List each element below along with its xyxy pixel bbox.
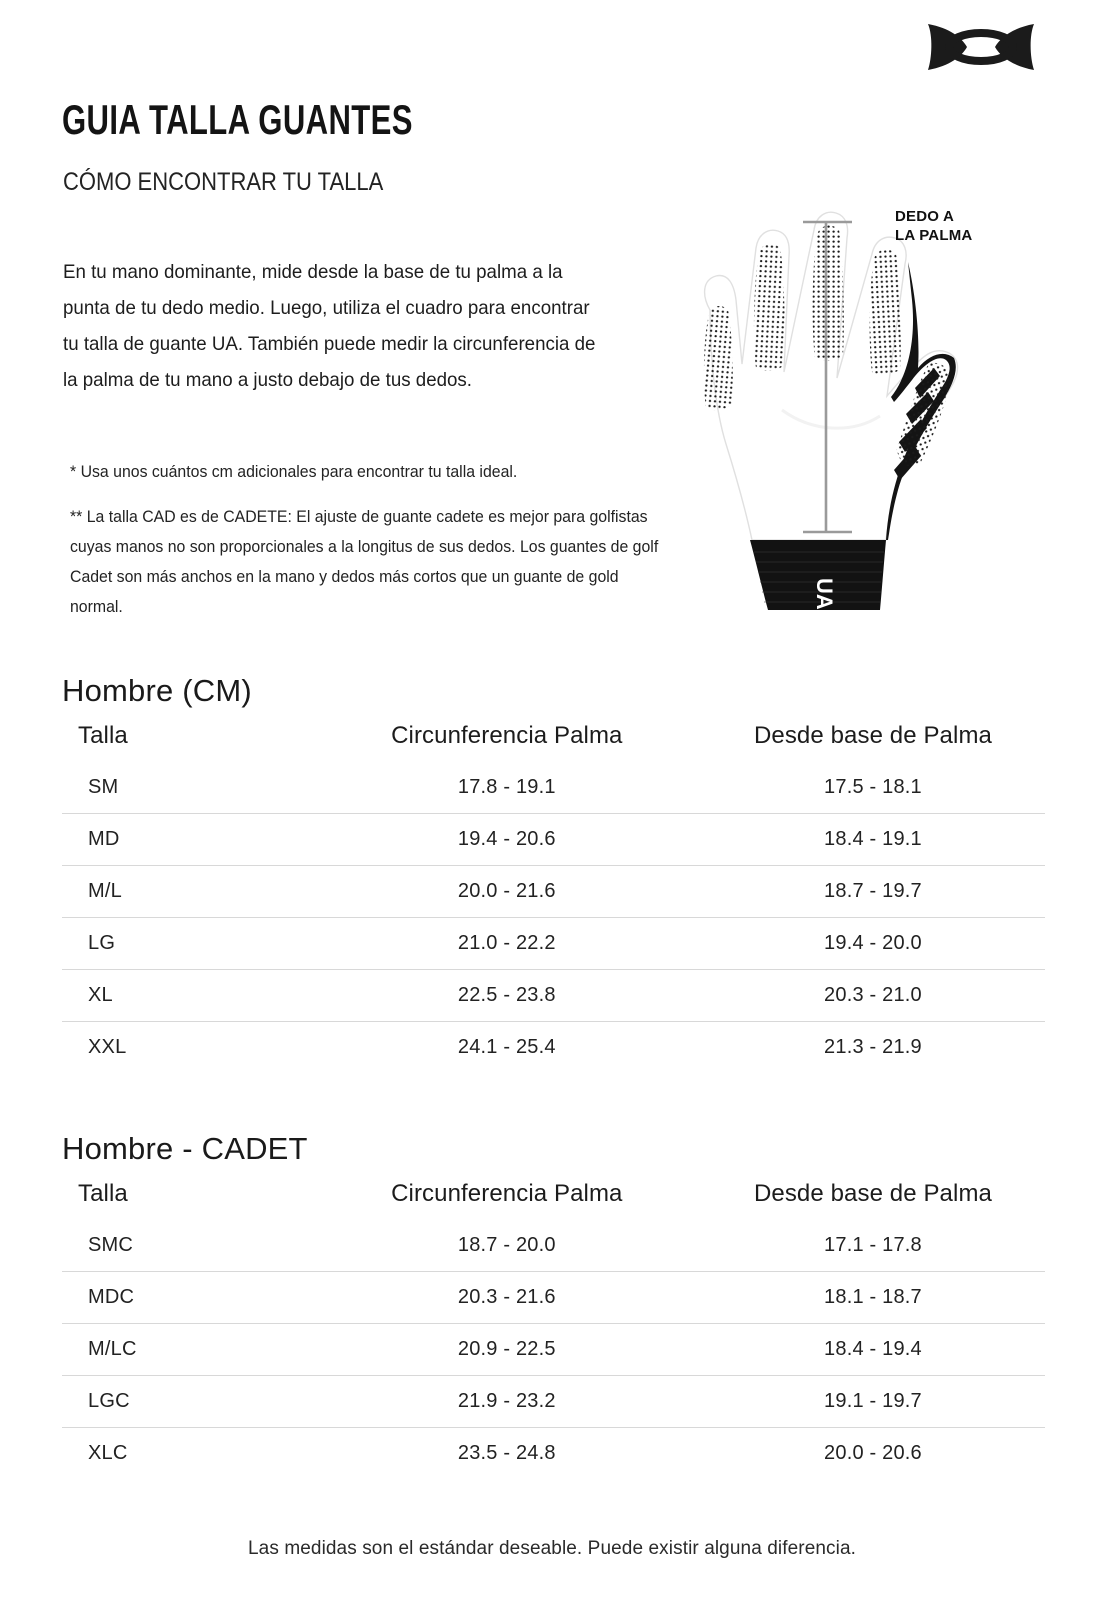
table-row	[62, 970, 1045, 1022]
cell-talla: MDC	[62, 1272, 313, 1324]
column-header-desde-base-de-palma: Desde base de Palma	[753, 1180, 992, 1207]
cell-circunferencia: 19.4 - 20.6	[313, 814, 701, 866]
size-table-section-men-cm	[62, 672, 1045, 1073]
intro-paragraph: En tu mano dominante, mide desde la base de tu palma a la punta de tu dedo medio. Luego, utiliza el cuadro para encontrar tu talla de guante UA. También puede medir la circunferencia de la palma de tu mano a justo debajo de tus dedos.	[63, 260, 596, 391]
column-header-talla: Talla	[78, 722, 128, 749]
cell-talla: XXL	[62, 1022, 313, 1074]
cell-talla: MD	[62, 814, 313, 866]
page-title: GUIA TALLA GUANTES	[62, 96, 413, 143]
cell-circunferencia: 21.9 - 23.2	[313, 1376, 701, 1428]
cell-base-palma: 20.3 - 21.0	[701, 970, 1045, 1022]
cell-base-palma: 17.5 - 18.1	[824, 776, 922, 798]
cell-base-palma: 17.1 - 17.8	[824, 1234, 922, 1256]
measure-label-line-1: DEDO A	[895, 208, 954, 225]
table-row	[62, 918, 1045, 970]
column-header-desde-base-de-palma: Desde base de Palma	[753, 722, 992, 749]
cell-talla: SM	[88, 776, 119, 798]
column-header-circunferencia-palma: Circunferencia Palma	[391, 722, 623, 749]
table-row	[62, 866, 1045, 918]
size-table-section-men-cadet	[62, 1130, 1045, 1479]
section-title: Hombre (CM)	[62, 673, 252, 708]
cell-base-palma: 19.1 - 19.7	[701, 1376, 1045, 1428]
column-header-talla: Talla	[78, 1180, 128, 1207]
cell-circunferencia: 24.1 - 25.4	[313, 1022, 701, 1074]
measure-label	[895, 207, 972, 245]
size-table	[62, 1176, 1045, 1479]
cell-talla: M/L	[62, 866, 313, 918]
cell-circunferencia: 17.8 - 19.1	[457, 776, 556, 798]
note-double-asterisk: ** La talla CAD es de CADETE: El ajuste de guante cadete es mejor para golfistas cuyas manos no son proporcionales a la longitus de sus dedos. Los guantes de golf Cadet son más anchos en la mano y dedos más cortos que un guante de gold normal.	[70, 507, 659, 616]
table-row	[62, 1220, 1045, 1272]
cell-circunferencia: 20.9 - 22.5	[313, 1324, 701, 1376]
table-row	[62, 1376, 1045, 1428]
page-subtitle: CÓMO ENCONTRAR TU TALLA	[63, 168, 384, 196]
cell-base-palma: 18.4 - 19.1	[701, 814, 1045, 866]
column-header-circunferencia-palma: Circunferencia Palma	[391, 1180, 623, 1207]
cell-base-palma: 20.0 - 20.6	[701, 1428, 1045, 1480]
cell-circunferencia: 20.0 - 21.6	[313, 866, 701, 918]
cell-talla: LGC	[62, 1376, 313, 1428]
cell-talla: XLC	[62, 1428, 313, 1480]
golf-glove-icon	[672, 200, 1012, 620]
cell-talla: M/LC	[62, 1324, 313, 1376]
cell-base-palma: 18.1 - 18.7	[701, 1272, 1045, 1324]
table-row	[62, 814, 1045, 866]
cell-base-palma: 19.4 - 20.0	[701, 918, 1045, 970]
note-single-asterisk: * Usa unos cuántos cm adicionales para encontrar tu talla ideal.	[70, 462, 518, 481]
size-table	[62, 718, 1045, 1073]
measure-label-line-2: LA PALMA	[895, 227, 973, 244]
cell-talla: XL	[62, 970, 313, 1022]
table-header-row	[62, 718, 1045, 762]
under-armour-logo-icon	[920, 14, 1042, 88]
cell-circunferencia: 23.5 - 24.8	[313, 1428, 701, 1480]
table-row	[62, 762, 1045, 814]
cell-circunferencia: 21.0 - 22.2	[313, 918, 701, 970]
cell-base-palma: 21.3 - 21.9	[701, 1022, 1045, 1074]
table-header-row	[62, 1176, 1045, 1220]
cell-circunferencia: 18.7 - 20.0	[457, 1234, 556, 1256]
table-row	[62, 1022, 1045, 1074]
table-row	[62, 1324, 1045, 1376]
cell-talla: SMC	[88, 1234, 134, 1256]
table-row	[62, 1272, 1045, 1324]
cell-circunferencia: 22.5 - 23.8	[313, 970, 701, 1022]
table-row	[62, 1428, 1045, 1480]
cell-base-palma: 18.4 - 19.4	[701, 1324, 1045, 1376]
cell-circunferencia: 20.3 - 21.6	[313, 1272, 701, 1324]
footer-disclaimer: Las medidas son el estándar deseable. Puede existir alguna diferencia.	[248, 1538, 856, 1559]
cell-base-palma: 18.7 - 19.7	[701, 866, 1045, 918]
section-title: Hombre - CADET	[62, 1131, 308, 1166]
svg-text:UA: UA	[812, 578, 837, 610]
cell-talla: LG	[62, 918, 313, 970]
